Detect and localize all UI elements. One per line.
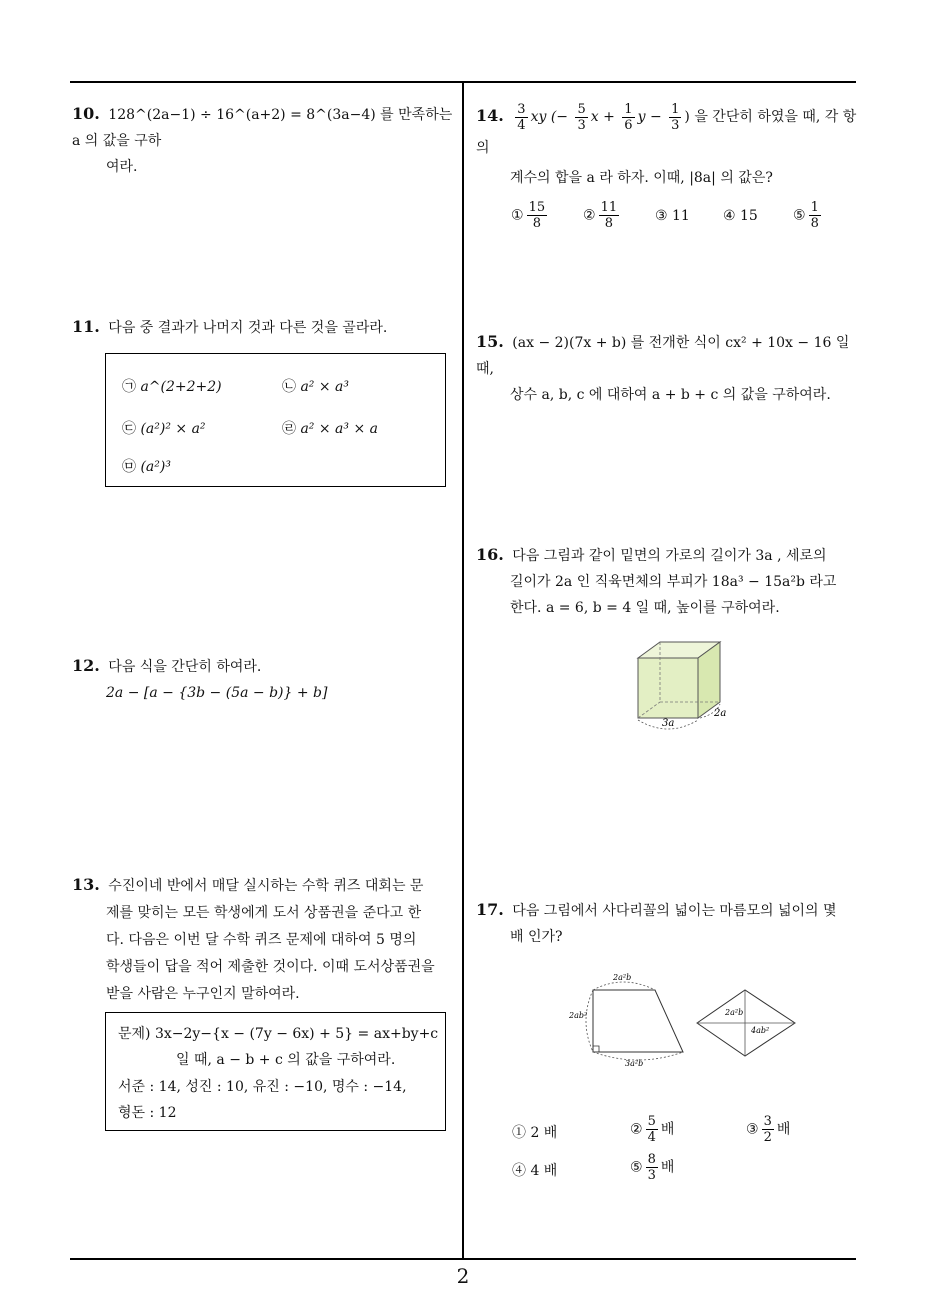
question-text-cont: 배 인가? [510,929,563,945]
question-text-cont: 여라. [106,159,138,175]
question-text: 수진이네 반에서 매달 실시하는 수학 퀴즈 대회는 문 [108,878,424,894]
question-14: 14. $\frac{3}{4}$ xy (− $\frac{5}{3}$ x + $\frac{1}{6}$ y − $\frac{1}{3}$ ) 을 간단히 하였을 때, 각 항의 계수의 합을 a 라 하자. 이때, |8a| 의 값은? [476,101,857,186]
q14-choice-4: ④ 15 [723,208,758,224]
trap-bottom-label: 3a²b [625,1059,644,1068]
trap-left-label: 2ab² [569,1011,588,1020]
question-text: 다음 그림에서 사다리꼴의 넓이는 마름모의 넓이의 몇 [512,903,837,919]
q11-item-3: ㉢ (a²)² × a² [122,421,206,437]
fraction: $\frac{1}{3}$ [671,101,680,133]
q17-choice-4: ④ 4 배 [512,1163,558,1179]
q11-item-2: ㉡ a² × a³ [282,379,350,395]
question-number: 15. [476,332,504,351]
question-15 [476,329,861,408]
q13-box-line-3: 서준 : 14, 성진 : 10, 유진 : −10, 명수 : −14, [118,1079,407,1095]
bottom-rule [70,1258,856,1260]
question-number: 14. [476,106,504,125]
question-number: 12. [72,656,100,675]
q13-box-line-2: 일 때, a − b + c 의 값을 구하여라. [176,1052,396,1068]
question-text-cont: 학생들이 답을 적어 제출한 것이다. 이때 도서상품권을 [106,959,435,975]
question-number: 17. [476,900,504,919]
q14-choice-3: ③ 11 [655,208,690,224]
fraction: $\frac{3}{4}$ [517,101,526,133]
trapezoid-shape [593,990,683,1052]
rhombus-vertical-label: 2a²b [725,1008,744,1017]
q11-choice-box [105,353,446,487]
q17-choice-3: ③ $\frac{3}{2}$ 배 [746,1114,791,1145]
q17-choice-5: ⑤ $\frac{8}{3}$ 배 [630,1152,675,1183]
trapezoid-rhombus-figure [565,968,805,1070]
rhombus-horizontal-label: 4ab² [751,1026,770,1035]
q11-item-1: ㉠ a^(2+2+2) [122,379,222,395]
q11-item-4: ㉣ a² × a³ × a [282,421,378,437]
fraction: $\frac{1}{6}$ [624,101,633,133]
cuboid-figure [620,640,760,750]
q14-choice-1: ① $\frac{15}{8}$ [511,200,546,231]
q13-box-line-4: 형돈 : 12 [118,1105,177,1121]
question-text: 다음 중 결과가 나머지 것과 다른 것을 골라라. [108,320,388,336]
question-13 [72,871,457,1008]
question-text-cont: 길이가 2a 인 직육면체의 부피가 18a³ − 15a²b 라고 [510,574,837,590]
question-number: 10. [72,104,100,123]
q13-problem-box [105,1012,446,1131]
question-text-cont: 계수의 합을 a 라 하자. 이때, |8a| 의 값은? [510,169,773,186]
question-text: (ax − 2)(7x + b) 를 전개한 식이 cx² + 10x − 16 일 때, [476,335,850,377]
q14-choice-2: ② $\frac{11}{8}$ [583,200,618,231]
question-number: 11. [72,317,100,336]
q14-choice-5: ⑤ $\frac{1}{8}$ [793,200,819,231]
q11-item-5: ㉤ (a²)³ [122,459,171,475]
question-text-cont: 한다. a = 6, b = 4 일 때, 높이를 구하여라. [510,600,780,616]
question-10 [72,101,457,180]
q17-choice-1: ① 2 배 [512,1125,558,1141]
question-text: 다음 식을 간단히 하여라. [108,659,262,675]
question-17 [476,897,861,950]
question-text-cont: 제를 맞히는 모든 학생에게 도서 상품권을 준다고 한 [106,905,422,921]
question-16 [476,542,861,621]
question-text-cont: 받을 사람은 누구인지 말하여라. [106,986,300,1002]
question-text-cont: 상수 a, b, c 에 대하여 a + b + c 의 값을 구하여라. [510,387,831,403]
question-number: 13. [72,875,100,894]
question-number: 16. [476,545,504,564]
question-text-cont: 다. 다음은 이번 달 수학 퀴즈 문제에 대하여 5 명의 [106,932,417,948]
question-expression: 2a − [a − {3b − (5a − b)} + b] [106,685,328,701]
q13-box-line-1: 문제) 3x−2y−{x − (7y − 6x) + 5} = ax+by+c [118,1026,439,1042]
label-2a: 2a [714,708,727,719]
fraction: $\frac{5}{3}$ [577,101,586,133]
question-12 [72,653,457,706]
q17-choice-2: ② $\frac{5}{4}$ 배 [630,1114,675,1145]
trap-top-label: 2a²b [613,973,632,982]
question-text: 128^(2a−1) ÷ 16^(a+2) = 8^(3a−4) 를 만족하는 a 의 값을 구하 [72,107,453,149]
column-divider [462,81,464,1259]
question-text: 다음 그림과 같이 밑면의 가로의 길이가 3a , 세로의 [512,548,827,564]
label-3a: 3a [662,718,675,729]
question-11 [72,314,457,341]
page-number: 2 [456,1264,470,1288]
